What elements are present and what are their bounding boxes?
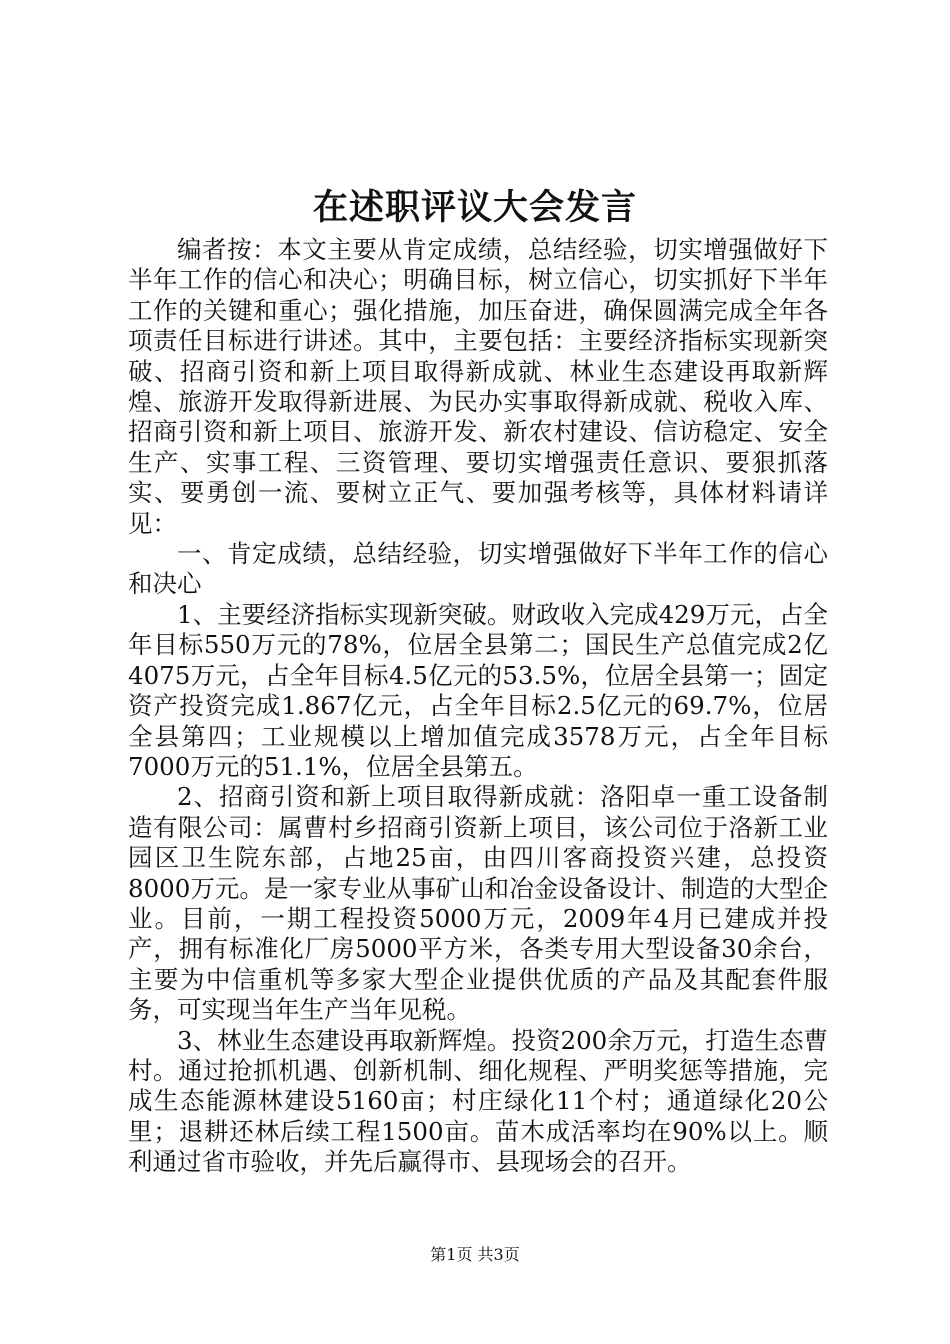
editor-note-paragraph: 编者按：本文主要从肯定成绩，总结经验，切实增强做好下半年工作的信心和决心；明确目标，树立信心，切实抓好下半年工作的关键和重心；强化措施，加压奋进，确保圆满完成全年各项责任目标进行讲述。其中，主要包括：主要经济指标实现新突破、招商引资和新上项目取得新成就、林业生态建设再取新辉煌、旅游开发取得新进展、为民办实事取得新成就、税收入库、招商引资和新上项目、旅游开发、新农村建设、信访稳定、安全生产、实事工程、三资管理、要切实增强责任意识、要狠抓落实、要勇创一流、要树立正气、要加强考核等，具体材料请详见：: [128, 235, 828, 538]
section-heading: 一、肯定成绩，总结经验，切实增强做好下半年工作的信心和决心: [128, 539, 828, 599]
paragraph-forestry-ecology: 3、林业生态建设再取新辉煌。投资200余万元，打造生态曹村。通过抢抓机遇、创新机制、细化规程、严明奖惩等措施，完成生态能源林建设5160亩；村庄绿化11个村；通道绿化20公里；退耕还林后续工程1500亩。苗木成活率均在90%以上。顺利通过省市验收，并先后赢得市、县现场会的召开。: [128, 1025, 828, 1177]
paragraph-investment-projects: 2、招商引资和新上项目取得新成就：洛阳卓一重工设备制造有限公司：属曹村乡招商引资新上项目，该公司位于洛新工业园区卫生院东部，占地25亩，由四川客商投资兴建，总投资8000万元。是一家专业从事矿山和冶金设备设计、制造的大型企业。目前，一期工程投资5000万元，2009年4月已建成并投产，拥有标准化厂房5000平方米，各类专用大型设备30余台，主要为中信重机等多家大型企业提供优质的产品及其配套件服务，可实现当年生产当年见税。: [128, 782, 828, 1025]
document-body: [128, 235, 828, 1178]
document-title: 在述职评议大会发言: [312, 187, 637, 228]
paragraph-economic-indicators: 1、主要经济指标实现新突破。财政收入完成429万元，占全年目标550万元的78%，位居全县第二；国民生产总值完成2亿4075万元，占全年目标4.5亿元的53.5%，位居全县第一；固定资产投资完成1.867亿元，占全年目标2.5亿元的69.7%，位居全县第四；工业规模以上增加值完成3578万元，占全年目标7000万元的51.1%，位居全县第五。: [128, 599, 828, 781]
page-footer: 第1页 共3页: [430, 1245, 520, 1264]
